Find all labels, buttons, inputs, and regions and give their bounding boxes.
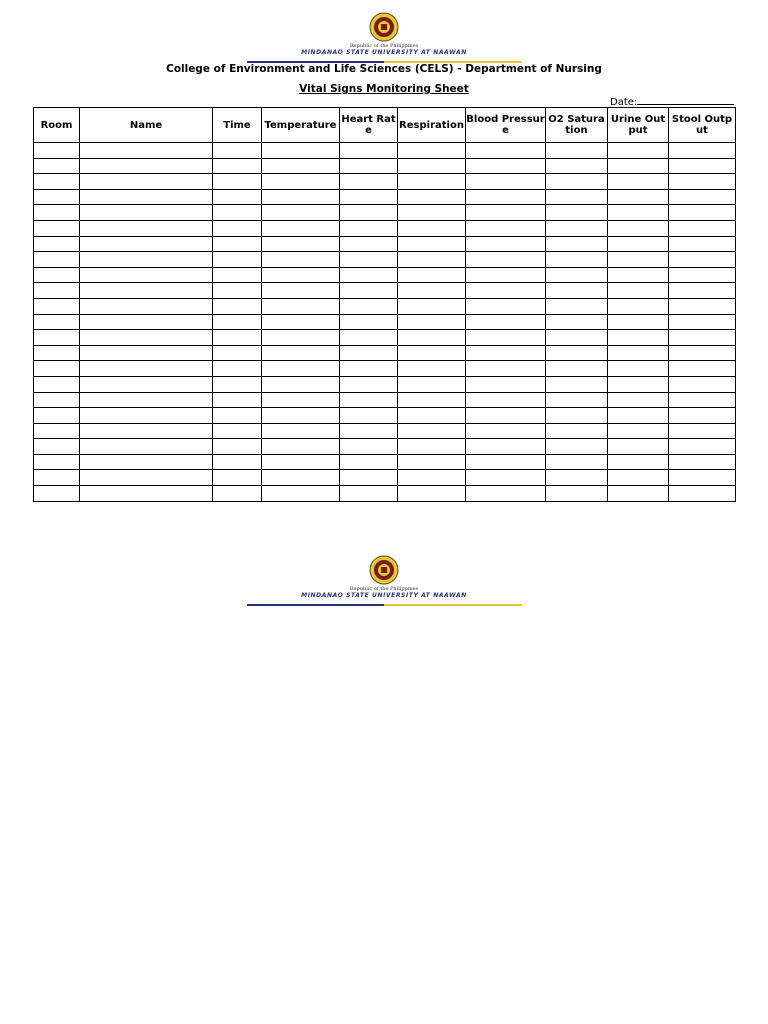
table-cell[interactable] xyxy=(80,361,213,377)
table-cell[interactable] xyxy=(546,423,608,439)
table-cell[interactable] xyxy=(262,392,340,408)
table-cell[interactable] xyxy=(262,376,340,392)
table-cell[interactable] xyxy=(546,486,608,502)
table-cell[interactable] xyxy=(213,392,262,408)
table-cell[interactable] xyxy=(34,252,80,268)
table-cell[interactable] xyxy=(262,439,340,455)
table-row xyxy=(34,174,736,190)
table-cell[interactable] xyxy=(34,423,80,439)
table-cell[interactable] xyxy=(466,174,546,190)
table-cell[interactable] xyxy=(213,220,262,236)
table-cell[interactable] xyxy=(398,392,466,408)
table-cell[interactable] xyxy=(340,267,398,283)
table-cell[interactable] xyxy=(262,267,340,283)
table-cell[interactable] xyxy=(608,158,669,174)
table-cell[interactable] xyxy=(213,454,262,470)
table-cell[interactable] xyxy=(340,189,398,205)
table-cell[interactable] xyxy=(34,174,80,190)
table-cell[interactable] xyxy=(80,205,213,221)
table-cell[interactable] xyxy=(213,330,262,346)
table-cell[interactable] xyxy=(340,439,398,455)
table-cell[interactable] xyxy=(669,376,736,392)
table-cell[interactable] xyxy=(340,470,398,486)
table-cell[interactable] xyxy=(466,330,546,346)
table-cell[interactable] xyxy=(398,174,466,190)
column-header-respiration: Respiration xyxy=(398,108,466,143)
table-cell[interactable] xyxy=(340,236,398,252)
column-header-heart-rate: Heart Rate xyxy=(340,108,398,143)
table-cell[interactable] xyxy=(213,376,262,392)
table-cell[interactable] xyxy=(80,330,213,346)
table-row xyxy=(34,236,736,252)
table-row xyxy=(34,205,736,221)
table-cell[interactable] xyxy=(669,314,736,330)
table-cell[interactable] xyxy=(466,314,546,330)
table-cell[interactable] xyxy=(546,236,608,252)
table-cell[interactable] xyxy=(466,158,546,174)
table-row xyxy=(34,267,736,283)
table-cell[interactable] xyxy=(608,314,669,330)
table-cell[interactable] xyxy=(262,189,340,205)
table-cell[interactable] xyxy=(608,330,669,346)
table-cell[interactable] xyxy=(262,158,340,174)
table-cell[interactable] xyxy=(669,486,736,502)
table-row xyxy=(34,486,736,502)
table-row xyxy=(34,283,736,299)
table-cell[interactable] xyxy=(398,236,466,252)
table-cell[interactable] xyxy=(669,143,736,159)
table-row xyxy=(34,314,736,330)
table-cell[interactable] xyxy=(608,252,669,268)
table-row xyxy=(34,345,736,361)
table-cell[interactable] xyxy=(466,345,546,361)
college-department-line: College of Environment and Life Sciences (CELS) - Department of Nursing xyxy=(166,63,602,75)
table-cell[interactable] xyxy=(213,361,262,377)
table-cell[interactable] xyxy=(608,392,669,408)
university-name: MINDANAO STATE UNIVERSITY AT NAAWAN xyxy=(301,49,467,56)
table-cell[interactable] xyxy=(669,236,736,252)
table-cell[interactable] xyxy=(34,158,80,174)
table-cell[interactable] xyxy=(213,143,262,159)
table-cell[interactable] xyxy=(466,361,546,377)
table-cell[interactable] xyxy=(262,423,340,439)
table-row xyxy=(34,252,736,268)
table-cell[interactable] xyxy=(80,486,213,502)
table-cell[interactable] xyxy=(34,454,80,470)
table-cell[interactable] xyxy=(80,174,213,190)
table-cell[interactable] xyxy=(213,298,262,314)
table-cell[interactable] xyxy=(34,376,80,392)
table-cell[interactable] xyxy=(608,298,669,314)
table-cell[interactable] xyxy=(34,236,80,252)
table-cell[interactable] xyxy=(213,158,262,174)
table-cell[interactable] xyxy=(262,298,340,314)
table-cell[interactable] xyxy=(546,143,608,159)
table-cell[interactable] xyxy=(669,252,736,268)
table-cell[interactable] xyxy=(262,236,340,252)
table-cell[interactable] xyxy=(466,376,546,392)
table-cell[interactable] xyxy=(262,220,340,236)
table-cell[interactable] xyxy=(608,174,669,190)
university-name: MINDANAO STATE UNIVERSITY AT NAAWAN xyxy=(301,592,467,599)
table-cell[interactable] xyxy=(340,283,398,299)
table-cell[interactable] xyxy=(80,439,213,455)
table-cell[interactable] xyxy=(608,376,669,392)
table-cell[interactable] xyxy=(80,314,213,330)
table-cell[interactable] xyxy=(398,454,466,470)
table-cell[interactable] xyxy=(398,439,466,455)
table-cell[interactable] xyxy=(262,143,340,159)
table-cell[interactable] xyxy=(34,408,80,424)
table-cell[interactable] xyxy=(34,345,80,361)
table-cell[interactable] xyxy=(340,345,398,361)
column-header-urine-output: Urine Output xyxy=(608,108,669,143)
table-cell[interactable] xyxy=(398,205,466,221)
table-cell[interactable] xyxy=(262,174,340,190)
table-body xyxy=(34,143,736,502)
table-cell[interactable] xyxy=(213,189,262,205)
table-cell[interactable] xyxy=(340,298,398,314)
table-row xyxy=(34,454,736,470)
table-cell[interactable] xyxy=(546,330,608,346)
table-cell[interactable] xyxy=(80,189,213,205)
table-cell[interactable] xyxy=(213,267,262,283)
table-cell[interactable] xyxy=(546,361,608,377)
sheet-title: Vital Signs Monitoring Sheet xyxy=(299,83,469,95)
table-row xyxy=(34,189,736,205)
table-cell[interactable] xyxy=(546,298,608,314)
university-seal-icon xyxy=(369,555,399,585)
table-cell[interactable] xyxy=(34,267,80,283)
table-cell[interactable] xyxy=(340,423,398,439)
column-header-blood-pressure: Blood Pressure xyxy=(466,108,546,143)
header-rule-gold xyxy=(384,604,522,606)
table-cell[interactable] xyxy=(546,283,608,299)
vital-signs-table xyxy=(33,107,736,502)
table-row xyxy=(34,298,736,314)
table-cell[interactable] xyxy=(466,283,546,299)
column-header-name: Name xyxy=(80,108,213,143)
table-cell[interactable] xyxy=(466,439,546,455)
table-cell[interactable] xyxy=(80,376,213,392)
table-cell[interactable] xyxy=(34,330,80,346)
table-cell[interactable] xyxy=(608,470,669,486)
table-cell[interactable] xyxy=(608,408,669,424)
table-cell[interactable] xyxy=(546,376,608,392)
table-cell[interactable] xyxy=(213,174,262,190)
table-cell[interactable] xyxy=(80,408,213,424)
table-cell[interactable] xyxy=(340,392,398,408)
table-cell[interactable] xyxy=(669,361,736,377)
table-cell[interactable] xyxy=(34,486,80,502)
table-cell[interactable] xyxy=(398,408,466,424)
table-cell[interactable] xyxy=(213,486,262,502)
table-cell[interactable] xyxy=(340,376,398,392)
column-header-o2-saturation: O2 Saturation xyxy=(546,108,608,143)
table-cell[interactable] xyxy=(340,205,398,221)
table-cell[interactable] xyxy=(34,361,80,377)
table-cell[interactable] xyxy=(669,345,736,361)
table-cell[interactable] xyxy=(466,298,546,314)
table-cell[interactable] xyxy=(398,267,466,283)
table-cell[interactable] xyxy=(213,205,262,221)
table-cell[interactable] xyxy=(262,408,340,424)
header-rule-navy xyxy=(247,604,384,606)
university-seal-icon xyxy=(369,12,399,42)
table-cell[interactable] xyxy=(262,205,340,221)
table-cell[interactable] xyxy=(608,283,669,299)
table-cell[interactable] xyxy=(608,189,669,205)
table-cell[interactable] xyxy=(80,283,213,299)
table-cell[interactable] xyxy=(669,174,736,190)
table-row xyxy=(34,470,736,486)
table-cell[interactable] xyxy=(34,283,80,299)
table-cell[interactable] xyxy=(213,423,262,439)
date-label: Date: xyxy=(610,97,638,108)
table-cell[interactable] xyxy=(669,189,736,205)
table-cell[interactable] xyxy=(546,314,608,330)
table-row xyxy=(34,361,736,377)
table-cell[interactable] xyxy=(340,220,398,236)
table-cell[interactable] xyxy=(213,439,262,455)
table-cell[interactable] xyxy=(669,298,736,314)
column-header-time: Time xyxy=(213,108,262,143)
table-cell[interactable] xyxy=(262,283,340,299)
table-cell[interactable] xyxy=(340,252,398,268)
table-cell[interactable] xyxy=(262,345,340,361)
table-cell[interactable] xyxy=(34,220,80,236)
table-cell[interactable] xyxy=(398,314,466,330)
table-cell[interactable] xyxy=(80,267,213,283)
table-cell[interactable] xyxy=(34,205,80,221)
table-cell[interactable] xyxy=(466,423,546,439)
table-cell[interactable] xyxy=(340,454,398,470)
table-cell[interactable] xyxy=(34,143,80,159)
table-cell[interactable] xyxy=(340,174,398,190)
table-row xyxy=(34,439,736,455)
table-cell[interactable] xyxy=(546,189,608,205)
table-cell[interactable] xyxy=(608,143,669,159)
table-header-row xyxy=(34,108,736,143)
table-cell[interactable] xyxy=(34,392,80,408)
table-cell[interactable] xyxy=(466,189,546,205)
table-cell[interactable] xyxy=(80,158,213,174)
table-cell[interactable] xyxy=(608,486,669,502)
table-cell[interactable] xyxy=(669,454,736,470)
table-cell[interactable] xyxy=(546,470,608,486)
table-cell[interactable] xyxy=(398,143,466,159)
table-cell[interactable] xyxy=(340,330,398,346)
table-cell[interactable] xyxy=(546,252,608,268)
table-row xyxy=(34,423,736,439)
table-cell[interactable] xyxy=(262,252,340,268)
table-cell[interactable] xyxy=(340,158,398,174)
table-row xyxy=(34,220,736,236)
table-cell[interactable] xyxy=(213,408,262,424)
table-cell[interactable] xyxy=(669,470,736,486)
table-cell[interactable] xyxy=(80,345,213,361)
table-cell[interactable] xyxy=(669,330,736,346)
table-cell[interactable] xyxy=(34,298,80,314)
table-cell[interactable] xyxy=(80,470,213,486)
table-cell[interactable] xyxy=(262,454,340,470)
table-cell[interactable] xyxy=(546,392,608,408)
table-cell[interactable] xyxy=(546,174,608,190)
table-row xyxy=(34,392,736,408)
table-cell[interactable] xyxy=(398,330,466,346)
table-cell[interactable] xyxy=(466,392,546,408)
table-row xyxy=(34,158,736,174)
table-cell[interactable] xyxy=(608,361,669,377)
table-cell[interactable] xyxy=(669,283,736,299)
table-cell[interactable] xyxy=(546,205,608,221)
table-cell[interactable] xyxy=(398,345,466,361)
table-cell[interactable] xyxy=(398,220,466,236)
table-cell[interactable] xyxy=(546,267,608,283)
table-cell[interactable] xyxy=(608,439,669,455)
table-cell[interactable] xyxy=(669,267,736,283)
republic-text: Republic of the Philippines xyxy=(349,43,419,49)
table-cell[interactable] xyxy=(398,423,466,439)
table-cell[interactable] xyxy=(608,345,669,361)
table-cell[interactable] xyxy=(546,454,608,470)
table-cell[interactable] xyxy=(80,423,213,439)
table-cell[interactable] xyxy=(34,189,80,205)
table-cell[interactable] xyxy=(546,408,608,424)
table-cell[interactable] xyxy=(466,486,546,502)
table-cell[interactable] xyxy=(80,143,213,159)
table-cell[interactable] xyxy=(669,158,736,174)
table-cell[interactable] xyxy=(80,236,213,252)
table-cell[interactable] xyxy=(398,486,466,502)
table-cell[interactable] xyxy=(80,252,213,268)
table-cell[interactable] xyxy=(546,220,608,236)
table-cell[interactable] xyxy=(466,252,546,268)
table-cell[interactable] xyxy=(340,314,398,330)
table-cell[interactable] xyxy=(669,408,736,424)
table-row xyxy=(34,330,736,346)
table-cell[interactable] xyxy=(669,439,736,455)
table-cell[interactable] xyxy=(262,330,340,346)
table-cell[interactable] xyxy=(608,423,669,439)
table-cell[interactable] xyxy=(669,392,736,408)
table-cell[interactable] xyxy=(398,283,466,299)
table-cell[interactable] xyxy=(213,314,262,330)
table-cell[interactable] xyxy=(466,408,546,424)
date-blank-line xyxy=(637,95,734,105)
table-cell[interactable] xyxy=(608,220,669,236)
table-cell[interactable] xyxy=(669,423,736,439)
table-cell[interactable] xyxy=(546,439,608,455)
table-cell[interactable] xyxy=(608,454,669,470)
table-cell[interactable] xyxy=(340,486,398,502)
table-cell[interactable] xyxy=(466,267,546,283)
table-cell[interactable] xyxy=(80,392,213,408)
table-cell[interactable] xyxy=(34,470,80,486)
table-cell[interactable] xyxy=(34,439,80,455)
column-header-room: Room xyxy=(34,108,80,143)
table-cell[interactable] xyxy=(669,220,736,236)
table-cell[interactable] xyxy=(80,298,213,314)
table-cell[interactable] xyxy=(340,143,398,159)
table-cell[interactable] xyxy=(213,470,262,486)
table-row xyxy=(34,408,736,424)
table-cell[interactable] xyxy=(466,236,546,252)
table-cell[interactable] xyxy=(262,470,340,486)
table-cell[interactable] xyxy=(398,189,466,205)
table-cell[interactable] xyxy=(398,470,466,486)
table-cell[interactable] xyxy=(398,298,466,314)
table-cell[interactable] xyxy=(466,470,546,486)
table-cell[interactable] xyxy=(608,236,669,252)
table-cell[interactable] xyxy=(466,220,546,236)
table-cell[interactable] xyxy=(398,158,466,174)
table-cell[interactable] xyxy=(262,361,340,377)
table-cell[interactable] xyxy=(213,236,262,252)
table-cell[interactable] xyxy=(80,220,213,236)
table-cell[interactable] xyxy=(669,205,736,221)
table-cell[interactable] xyxy=(398,376,466,392)
table-row xyxy=(34,143,736,159)
column-header-temperature: Temperature xyxy=(262,108,340,143)
column-header-stool-output: Stool Output xyxy=(669,108,736,143)
republic-text: Republic of the Philippines xyxy=(349,586,419,592)
table-cell[interactable] xyxy=(340,361,398,377)
table-cell[interactable] xyxy=(262,314,340,330)
table-cell[interactable] xyxy=(340,408,398,424)
table-cell[interactable] xyxy=(608,267,669,283)
table-cell[interactable] xyxy=(546,158,608,174)
table-cell[interactable] xyxy=(398,252,466,268)
table-cell[interactable] xyxy=(546,345,608,361)
table-cell[interactable] xyxy=(466,454,546,470)
table-cell[interactable] xyxy=(80,454,213,470)
table-cell[interactable] xyxy=(213,345,262,361)
table-cell[interactable] xyxy=(34,314,80,330)
table-cell[interactable] xyxy=(213,283,262,299)
table-cell[interactable] xyxy=(213,252,262,268)
table-cell[interactable] xyxy=(608,205,669,221)
table-cell[interactable] xyxy=(398,361,466,377)
table-cell[interactable] xyxy=(466,205,546,221)
table-row xyxy=(34,376,736,392)
table-cell[interactable] xyxy=(262,486,340,502)
table-cell[interactable] xyxy=(466,143,546,159)
